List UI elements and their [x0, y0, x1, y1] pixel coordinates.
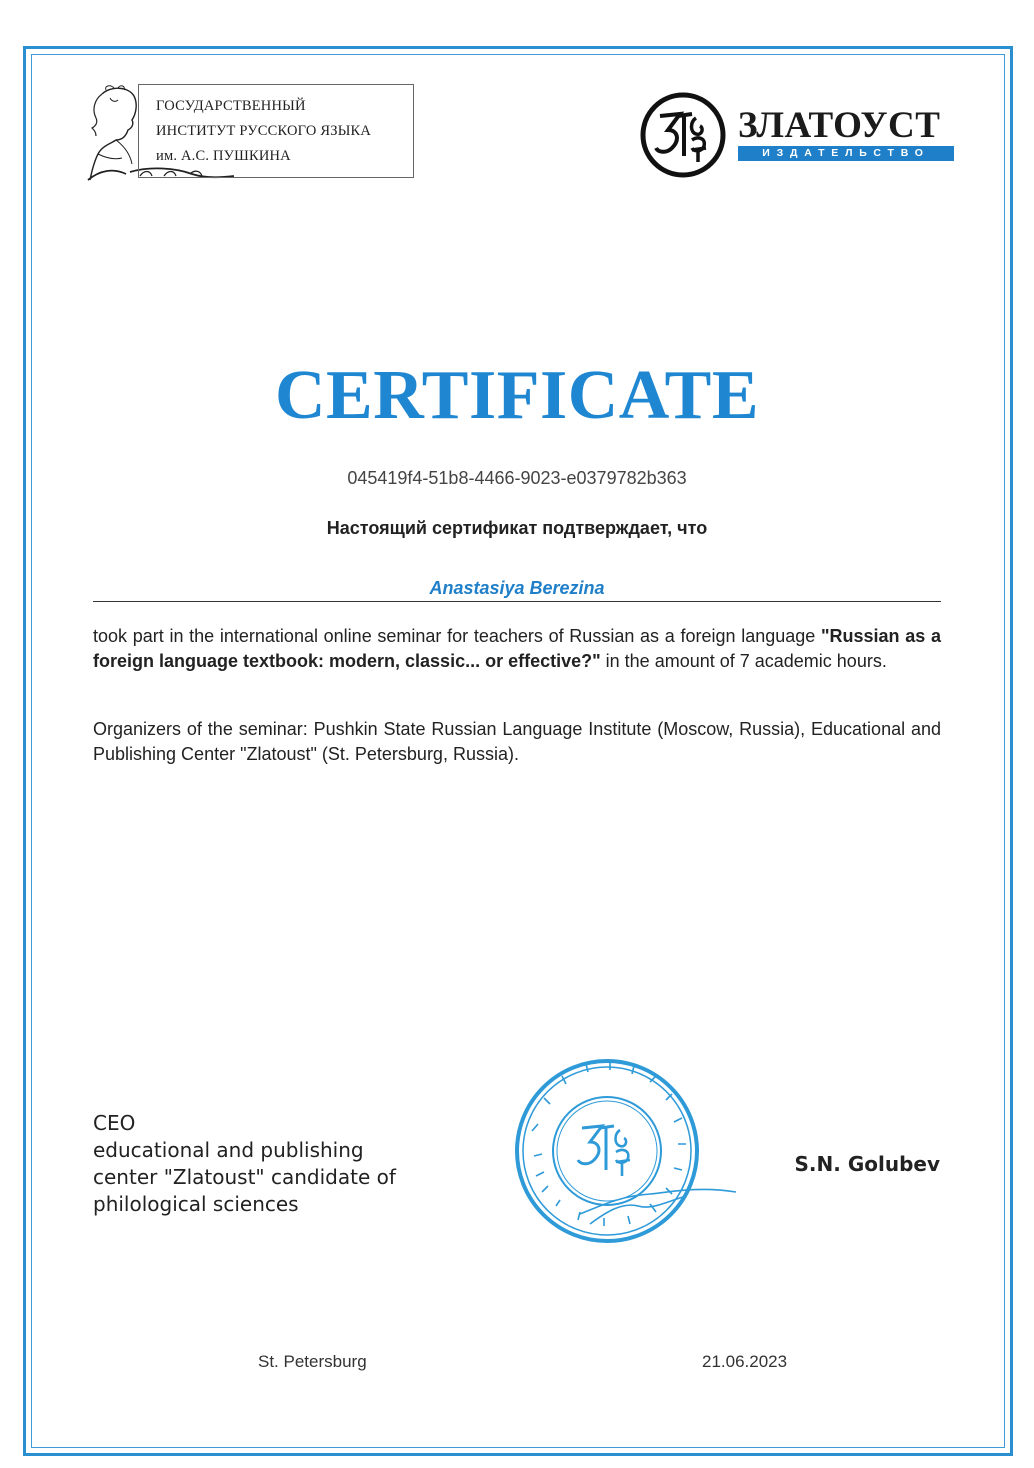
recipient-name: Anastasiya Berezina	[429, 578, 605, 598]
zlatoust-subtitle: ИЗДАТЕЛЬСТВО	[738, 146, 954, 161]
signer-name: S.N. Golubev	[794, 1152, 940, 1176]
confirm-text: Настоящий сертификат подтверждает, что	[326, 518, 708, 538]
participation-paragraph	[93, 624, 941, 674]
recipient-line	[93, 578, 941, 602]
seminar-title: "Russian as a foreign language textbook: modern, classic... or effective?"	[93, 626, 941, 671]
signer-position: CEO educational and publishing center "Zlatoust" candidate of philological sciences	[93, 1111, 396, 1216]
zlatoust-logo	[640, 92, 960, 178]
certificate-id: 045419f4-51b8-4466-9023-e0379782b363	[347, 468, 687, 488]
issue-city: St. Petersburg	[258, 1352, 367, 1371]
issue-date: 21.06.2023	[702, 1352, 788, 1371]
participation-text: took part in the international online seminar for teachers of Russian as a foreign language	[93, 626, 821, 646]
pushkin-institute-logo	[80, 84, 414, 180]
pushkin-institute-name: ГОСУДАРСТВЕННЫЙ ИНСТИТУТ РУССКОГО ЯЗЫКА им. А.С. ПУШКИНА	[156, 98, 372, 164]
zlatoust-emblem-icon	[640, 92, 726, 178]
hours-text: in the amount of 7 academic hours.	[600, 651, 887, 671]
zlatoust-name: ЗЛАТОУСТ	[738, 105, 941, 146]
company-seal-icon	[510, 1036, 740, 1266]
organizers-paragraph: Organizers of the seminar: Pushkin State Russian Language Institute (Moscow, Russia), Educational and Publishing Center "Zlatoust" (St. Petersburg, Russia).	[93, 719, 941, 764]
certificate-title: CERTIFICATE	[274, 357, 760, 434]
